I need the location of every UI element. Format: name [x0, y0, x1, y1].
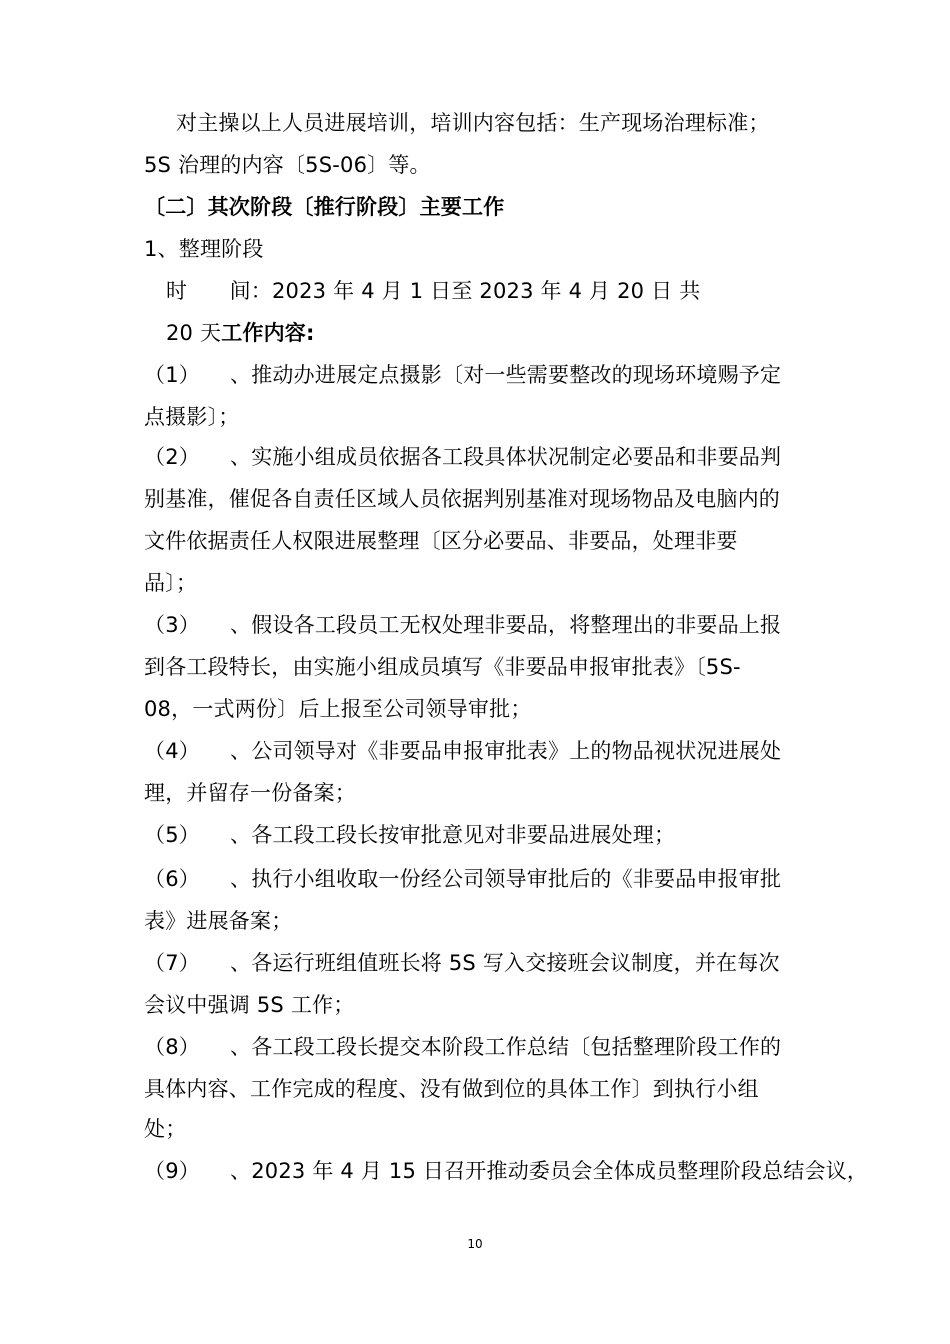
item-text: 、各工段工段长按审批意见对非要品进展处理；: [230, 823, 676, 847]
item-text: 、执行小组收取一份经公司领导审批后的《非要品申报审批: [230, 867, 782, 891]
list-item-2-cont-1: 别基准，催促各自责任区域人员依据判别基准对现场物品及电脑内的: [144, 487, 780, 511]
page-number: 10: [467, 1237, 483, 1251]
item-text: 、各运行班组值班长将 5S 写入交接班会议制度，并在每次: [230, 951, 780, 975]
item-text: 、推动办进展定点摄影〔对一些需要整改的现场环境赐予定: [230, 363, 782, 387]
item-number: （3）: [144, 613, 200, 637]
item-number: （9）: [144, 1159, 200, 1183]
list-item-2-cont-2: 文件依据责任人权限进展整理〔区分必要品、非要品，处理非要: [144, 529, 738, 553]
intro-line-1: 对主操以上人员进展培训，培训内容包括：生产现场治理标准；: [176, 111, 770, 135]
list-item-4-cont: 理，并留存一份备案；: [144, 781, 356, 805]
item-number: （8）: [144, 1035, 200, 1059]
list-item-2: [144, 442, 781, 472]
time-line: [166, 276, 700, 306]
list-item-4: [144, 736, 781, 766]
item-text: 、实施小组成员依据各工段具体状况制定必要品和非要品判: [230, 445, 782, 469]
item-text: 、假设各工段员工无权处理非要品，将整理出的非要品上报: [230, 613, 782, 637]
list-item-8-cont-2: 处；: [144, 1117, 187, 1141]
list-item-2-cont-3: 品〕；: [144, 571, 198, 595]
item-text: 、公司领导对《非要品申报审批表》上的物品视状况进展处: [230, 739, 782, 763]
content-line: [166, 318, 315, 348]
list-item-3: [144, 610, 781, 640]
item-text: 、各工段工段长提交本阶段工作总结〔包括整理阶段工作的: [230, 1035, 782, 1059]
list-item-1: [144, 360, 781, 390]
item-text: 、2023 年 4 月 15 日召开推动委员会全体成员整理阶段总结会议，: [230, 1159, 869, 1183]
list-item-5: [144, 820, 675, 850]
content-label: 工作内容:: [221, 321, 315, 345]
list-item-8: [144, 1032, 781, 1062]
item-number: （6）: [144, 867, 200, 891]
list-item-9: [144, 1156, 868, 1186]
list-item-3-cont-2: 08，一式两份〕后上报至公司领导审批；: [144, 697, 532, 721]
item-number: （7）: [144, 951, 200, 975]
item-number: （1）: [144, 363, 200, 387]
item-number: （4）: [144, 739, 200, 763]
time-value: 2023 年 4 月 1 日至 2023 年 4 月 20 日 共: [272, 279, 701, 303]
section-subheading: 1、整理阶段: [144, 237, 264, 261]
time-label: 时 间：: [166, 279, 272, 303]
item-number: （2）: [144, 445, 200, 469]
list-item-6: [144, 864, 781, 894]
list-item-7: [144, 948, 780, 978]
list-item-1-cont: 点摄影〕；: [144, 405, 240, 429]
list-item-3-cont-1: 到各工段特长，由实施小组成员填写《非要品申报审批表》〔5S-: [144, 655, 741, 679]
days-text: 20 天: [166, 321, 222, 345]
section-heading: 〔二〕其次阶段〔推行阶段〕主要工作: [144, 195, 505, 219]
item-number: （5）: [144, 823, 200, 847]
list-item-7-cont: 会议中强调 5S 工作；: [144, 993, 355, 1017]
list-item-6-cont: 表》进展备案；: [144, 909, 293, 933]
list-item-8-cont-1: 具体内容、工作完成的程度、没有做到位的具体工作〕到执行小组: [144, 1077, 759, 1101]
intro-line-2: 5S 治理的内容〔5S-06〕等。: [144, 153, 431, 177]
